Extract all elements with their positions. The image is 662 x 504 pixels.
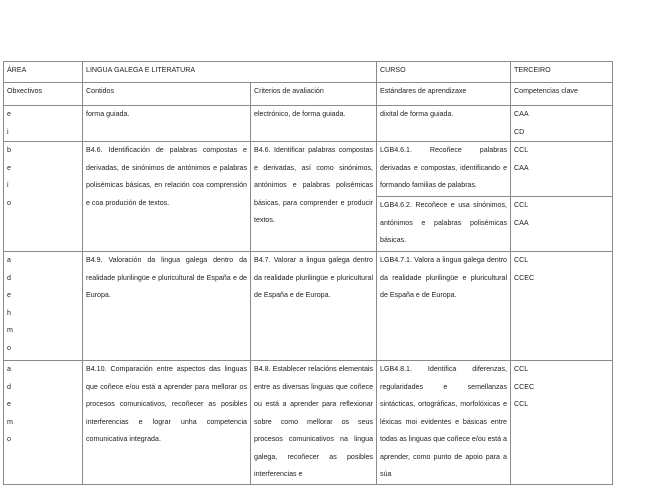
competencia-code: CCEC <box>514 273 535 282</box>
obxectivo-letter: o <box>7 435 11 443</box>
competencias-cell <box>511 197 613 252</box>
table-row <box>4 106 613 142</box>
obxectivo-letter: e <box>7 163 11 172</box>
obxectivo-letter: m <box>7 417 13 426</box>
obxectivo-letter: e <box>7 110 11 118</box>
obxectivo-letter: m <box>7 326 13 334</box>
obxectivos-cell <box>4 361 83 485</box>
table-row <box>4 252 613 361</box>
competencias-cell <box>511 142 613 197</box>
contidos-cell: forma guiada. <box>83 106 251 142</box>
competencia-code: CCL <box>514 201 529 209</box>
competencia-code: CAA <box>514 218 529 227</box>
obxectivo-letter: h <box>7 308 11 317</box>
estandares-cell: LGB4.8.1. Identifica diferenzas, regularidades e semellanzas sintácticas, ortográficas, morfolóxicas e léxicas moi evidentes e básicas entre todas as linguas que coñece e/ou está a aprender, como punto de apoio para a súa <box>377 361 511 485</box>
competencias-cell <box>511 106 613 142</box>
area-label: ÁREA <box>4 62 83 83</box>
col-criterios: Criterios de avaliación <box>251 83 377 106</box>
competencia-code: CCEC <box>514 382 535 391</box>
obxectivo-letter: e <box>7 291 11 299</box>
estandares-cell: LGB4.6.1. Recoñece palabras derivadas e compostas, identificando e formando familias de palabras. <box>377 142 511 197</box>
obxectivo-letter: o <box>7 343 11 352</box>
obxectivos-cell <box>4 142 83 252</box>
col-estandares: Estándares de aprendizaxe <box>377 83 511 106</box>
criterios-cell: B4.8. Establecer relacións elementais entre as diversas linguas que coñece ou está a aprender para reflexionar sobre como mellorar os seus procesos comunicativos na lingua galega, recoñecer as posibles interferencias e <box>251 361 377 485</box>
competencia-code: CCL <box>514 400 529 408</box>
estandares-cell: LGB4.7.1. Valora a lingua galega dentro da realidade plurilingüe e pluricultural de España e de Europa. <box>377 252 511 361</box>
obxectivo-letter: i <box>7 181 9 189</box>
obxectivo-letter: e <box>7 400 11 408</box>
area-value: LINGUA GALEGA E LITERATURA <box>83 62 377 83</box>
column-header-row <box>4 83 613 106</box>
competencias-cell <box>511 252 613 361</box>
col-obxectivos: Obxectivos <box>4 83 83 106</box>
col-contidos: Contidos <box>83 83 251 106</box>
curso-label: CURSO <box>377 62 511 83</box>
header-row <box>4 62 613 83</box>
obxectivo-letter: b <box>7 146 11 154</box>
table-row <box>4 142 613 197</box>
table-row <box>4 361 613 485</box>
criterios-cell: electrónico, de forma guiada. <box>251 106 377 142</box>
criterios-cell: B4.6. Identificar palabras compostas e derivadas, así como sinónimos, antónimos e palabras polisémicas básicas, para comprender e producir textos. <box>251 142 377 252</box>
obxectivo-letter: a <box>7 256 11 264</box>
competencias-cell <box>511 361 613 485</box>
obxectivos-cell <box>4 252 83 361</box>
competencia-code: CD <box>514 127 525 136</box>
competencia-code: CCL <box>514 256 529 264</box>
competencia-code: CCL <box>514 365 529 373</box>
obxectivo-letter: o <box>7 198 11 207</box>
contidos-cell: B4.10. Comparación entre aspectos das linguas que coñece e/ou está a aprender para mellorar os procesos comunicativos, recoñecer as posibles interferencias e lograr unha competencia comunicativa integrada. <box>83 361 251 485</box>
curriculum-table <box>3 61 613 485</box>
obxectivo-letter: d <box>7 382 11 391</box>
obxectivo-letter: d <box>7 273 11 282</box>
estandares-cell: dixital de forma guiada. <box>377 106 511 142</box>
contidos-cell: B4.9. Valoración da lingua galega dentro da realidade plurilingüe e pluricultural de España e de Europa. <box>83 252 251 361</box>
estandares-cell: LGB4.6.2. Recoñece e usa sinónimos, antónimos e palabras polisémicas básicas. <box>377 197 511 252</box>
competencia-code: CCL <box>514 146 529 154</box>
competencia-code: CAA <box>514 163 529 172</box>
criterios-cell: B4.7. Valorar a lingua galega dentro da realidade plurilingüe e pluricultural de España e de Europa. <box>251 252 377 361</box>
competencia-code: CAA <box>514 110 529 118</box>
curso-value: TERCEIRO <box>511 62 613 83</box>
obxectivo-letter: i <box>7 127 9 136</box>
contidos-cell: B4.6. Identificación de palabras compostas e derivadas, de sinónimos de antónimos e palabras polisémicas básicas, en relación coa comprensión e coa produción de textos. <box>83 142 251 252</box>
obxectivos-cell <box>4 106 83 142</box>
obxectivo-letter: a <box>7 365 11 373</box>
col-competencias: Competencias clave <box>511 83 613 106</box>
